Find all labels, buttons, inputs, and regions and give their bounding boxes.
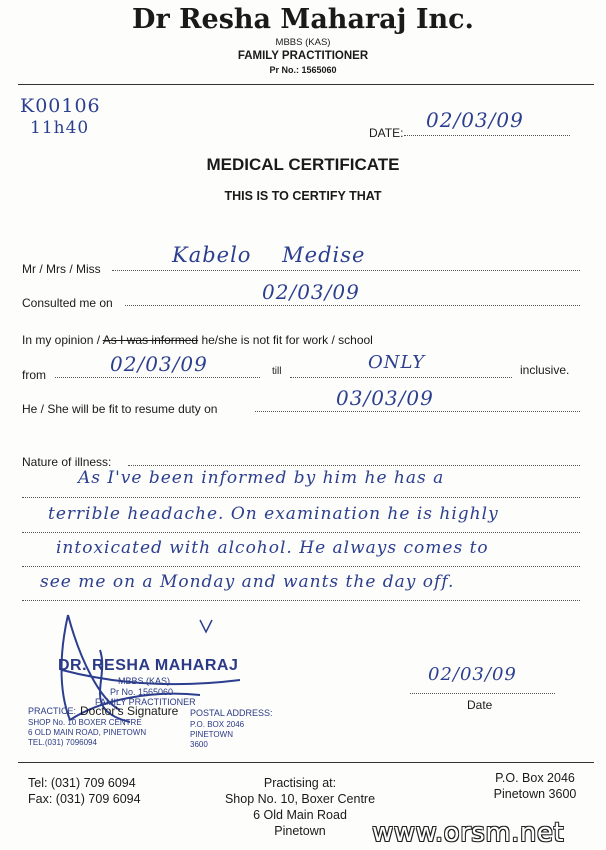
illness-text-1: As I've been informed by him he has a (78, 468, 445, 488)
footer-practice (200, 775, 400, 839)
illness-text-4: see me on a Monday and wants the day off. (40, 572, 455, 592)
sign-date-value: 02/03/09 (428, 664, 517, 685)
footer-contact (28, 775, 141, 807)
stamp-postal-label: POSTAL ADDRESS: (190, 708, 273, 718)
company-name: Dr Resha Maharaj Inc. (132, 4, 474, 35)
header-divider (18, 84, 594, 85)
qualification: MBBS (KAS) (275, 37, 331, 48)
opinion-prefix: In my opinion / (22, 333, 101, 347)
footer-po-box (480, 770, 590, 802)
from-label: from (22, 368, 46, 382)
illness-line-3 (22, 566, 580, 567)
resume-line (255, 411, 580, 412)
patient-line (112, 270, 580, 271)
footer-po-line: Pinetown 3600 (493, 787, 577, 801)
stamp-practice-label: PRACTICE: (28, 706, 77, 716)
patient-label: Mr / Mrs / Miss (22, 262, 101, 276)
footer-po-line: P.O. Box 2046 (495, 771, 575, 785)
footer-tel: Tel: (031) 709 6094 (28, 776, 136, 790)
illness-line-0 (128, 465, 580, 466)
stamp-role: FAMILY PRACTITIONER (95, 697, 196, 707)
inclusive-label: inclusive. (520, 363, 570, 377)
opinion-struck: As I was informed (102, 333, 199, 347)
date-line (404, 135, 570, 136)
till-line (290, 377, 512, 378)
practice-number: Pr No.: 1565060 (269, 65, 337, 75)
stamp-practice-address (28, 718, 146, 748)
footer-practice-line: 6 Old Main Road (253, 808, 347, 822)
stamp-prno: Pr No. 1565060 (110, 687, 174, 697)
stamp-postal-line: 3600 (190, 740, 208, 749)
stamp-postal-address (190, 720, 244, 750)
stamp-practice-line: 6 OLD MAIN ROAD, PINETOWN (28, 728, 147, 737)
footer-practice-line: Shop No. 10, Boxer Centre (224, 792, 376, 806)
consulted-line (125, 305, 580, 306)
footer-practice-line: Practising at: (263, 776, 337, 790)
sign-date-label: Date (467, 698, 493, 712)
sign-date-line (410, 693, 555, 694)
stamp-practice-line: SHOP No. 10 BOXER CENTRE (28, 718, 142, 727)
stamp-practice-line: TEL.(031) 7096094 (28, 738, 97, 747)
footer-practice-line: Pinetown (274, 824, 326, 838)
opinion-suffix: he/she is not fit for work / school (201, 333, 373, 347)
consulted-label: Consulted me on (22, 296, 113, 310)
illness-line-4 (22, 600, 580, 601)
stamp-name: DR. RESHA MAHARAJ (58, 657, 239, 674)
from-date: 02/03/09 (110, 352, 208, 376)
reference-time: 11h40 (30, 118, 90, 138)
illness-line-2 (22, 532, 580, 533)
resume-label: He / She will be fit to resume duty on (22, 402, 218, 416)
footer-divider (18, 762, 594, 763)
stamp-postal-line: P.O. BOX 2046 (190, 720, 245, 729)
certificate-title: MEDICAL CERTIFICATE (206, 155, 400, 174)
till-label: till (272, 366, 282, 377)
illness-text-3: intoxicated with alcohol. He always comes to (56, 538, 489, 558)
till-value: ONLY (368, 352, 426, 373)
reference-code: K00106 (20, 95, 101, 117)
from-line (55, 377, 260, 378)
stamp-qualification: MBBS (KAS) (118, 676, 171, 686)
illness-line-1 (22, 497, 580, 498)
watermark: www.orsm.net (372, 818, 565, 848)
practitioner-role: FAMILY PRACTITIONER (237, 50, 369, 62)
certificate-subtitle: THIS IS TO CERTIFY THAT (224, 189, 382, 203)
patient-name: Kabelo Medise (172, 243, 366, 267)
signature-label: Doctor's Signature (80, 704, 179, 718)
opinion-line (22, 333, 373, 347)
stamp-postal-line: PINETOWN (190, 730, 233, 739)
footer-fax: Fax: (031) 709 6094 (28, 792, 141, 806)
date-label: DATE: (369, 126, 404, 140)
date-value: 02/03/09 (426, 108, 524, 132)
illness-text-2: terrible headache. On examination he is highly (48, 504, 499, 524)
resume-date: 03/03/09 (336, 386, 434, 410)
consulted-date: 02/03/09 (262, 280, 360, 304)
illness-label: Nature of illness: (22, 455, 112, 469)
